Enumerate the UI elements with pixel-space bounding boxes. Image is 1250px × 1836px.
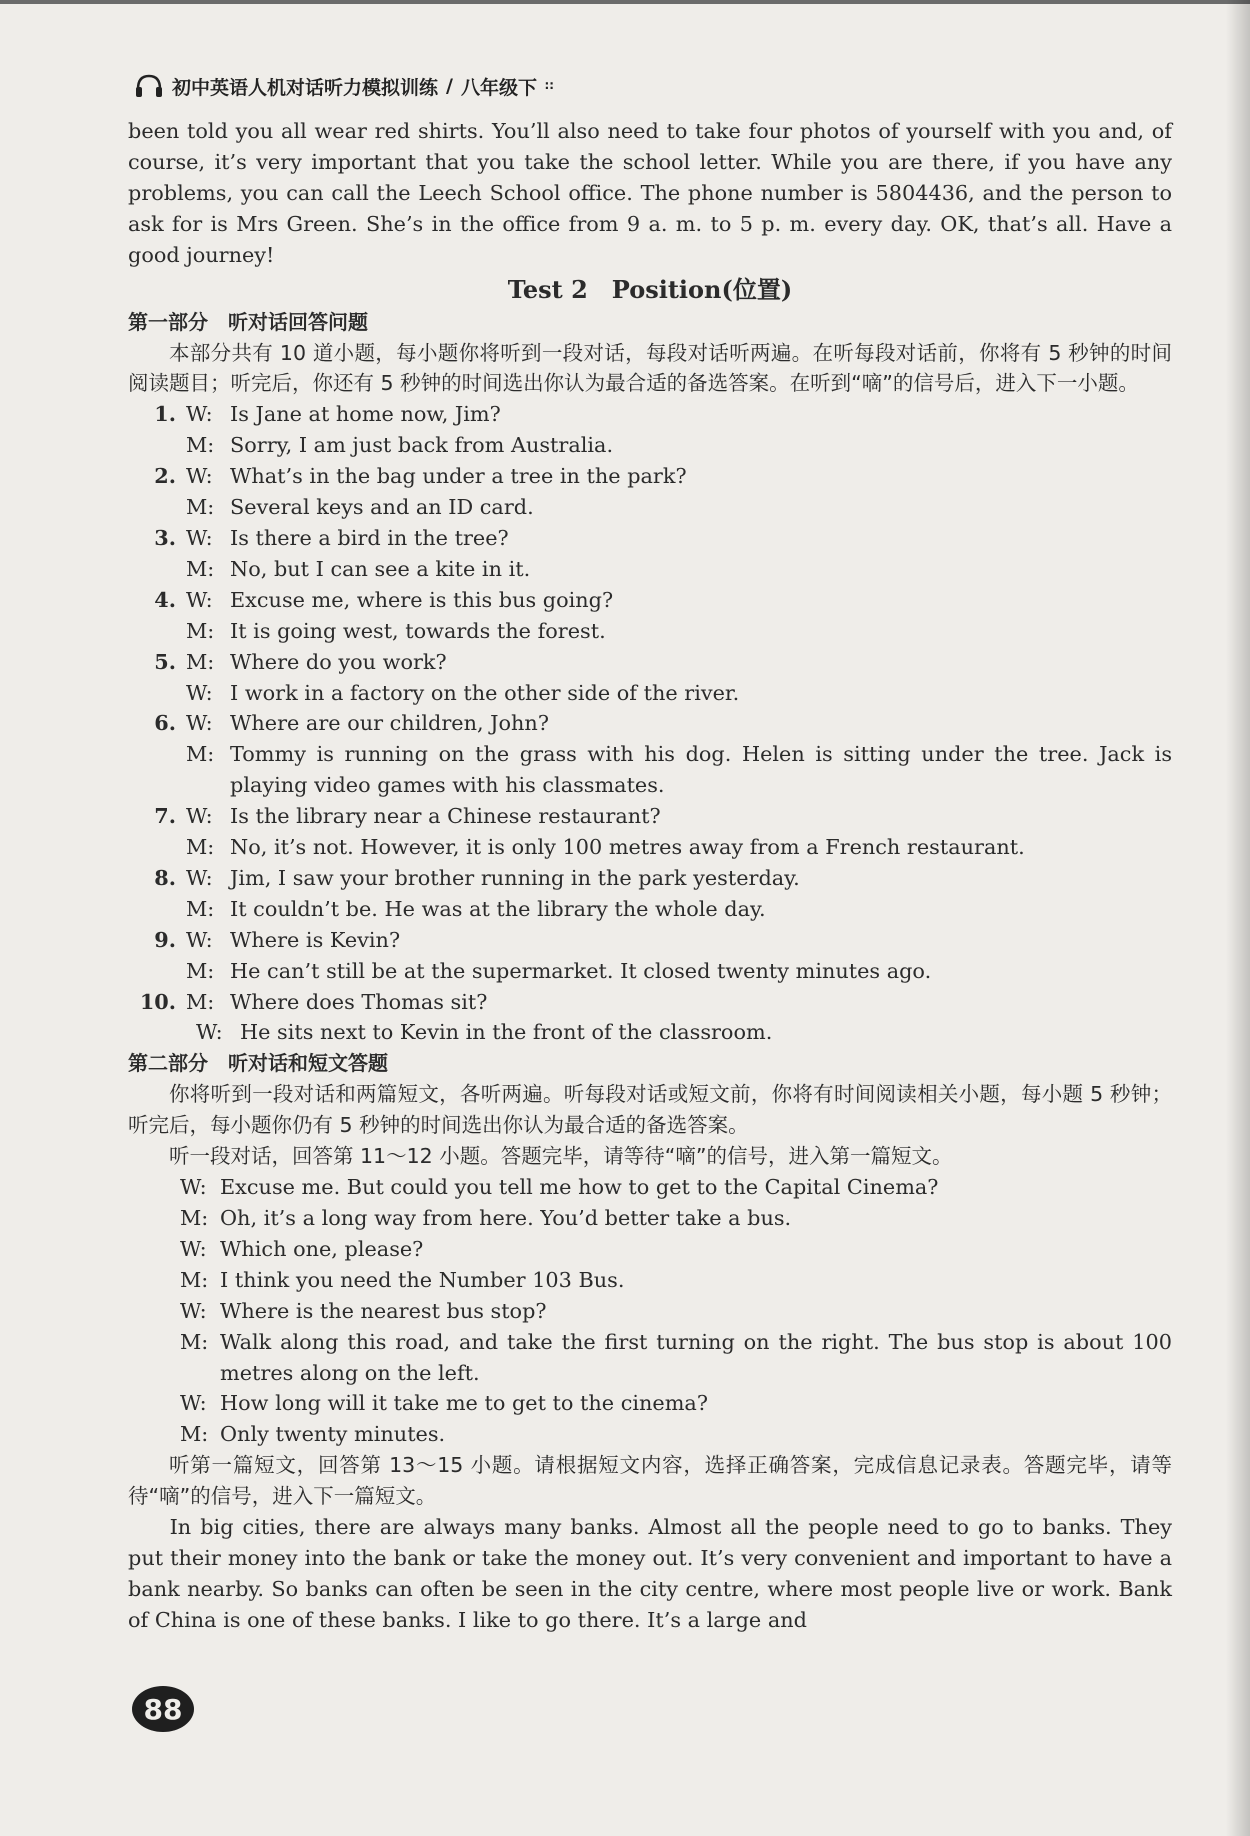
- speaker-line: Several keys and an ID card.: [230, 495, 534, 520]
- question-number-spacer: [128, 430, 186, 461]
- question-number: 2.: [154, 463, 176, 489]
- speaker-line: I work in a factory on the other side of the river.: [230, 680, 740, 705]
- question-line-a: [128, 647, 1172, 678]
- intro-paragraph: been told you all wear red shirts. You’ll also need to take four photos of yourself with you and, of course, it’s very important that you take the school letter. While you are there, if you have any problems, you can call the Leech School office. The phone number is 5804436, and the person to ask for is Mrs Green. She’s in the office from 9 a. m. to 5 p. m. every day. OK, that’s all. Have a good journey!: [128, 119, 1172, 267]
- speaker-label: W:: [186, 927, 213, 952]
- dialogue-text: Walk along this road, and take the first turning on the right. The bus stop is about 100 metres along on the left.: [220, 1329, 1172, 1385]
- question-line-a: [128, 585, 1172, 616]
- dots-ornament-icon: ∷: [544, 79, 555, 93]
- main-content: [128, 116, 1172, 1636]
- question-number: 7.: [154, 803, 176, 829]
- speaker-label: M:: [180, 1267, 209, 1292]
- speaker-label: W:: [180, 1175, 207, 1200]
- speaker-line: No, it’s not. However, it is only 100 metres away from a French restaurant.: [230, 835, 1025, 860]
- speaker-label: W:: [186, 464, 213, 489]
- speaker-label: M:: [186, 556, 215, 581]
- question-line-b: [128, 554, 1172, 585]
- running-header: [134, 70, 554, 102]
- question-item: [128, 647, 1172, 709]
- question-line-a: [128, 461, 1172, 492]
- dialogue-text: Only twenty minutes.: [220, 1422, 446, 1447]
- spine-shadow: [1226, 0, 1250, 1836]
- speaker-label: M:: [186, 958, 215, 983]
- header-slash: /: [446, 75, 453, 97]
- dialogue-line: [128, 1419, 1172, 1450]
- speaker-line: Is Jane at home now, Jim?: [230, 402, 501, 427]
- speaker-label: M:: [186, 835, 215, 860]
- speaker-line: Is there a bird in the tree?: [230, 525, 509, 550]
- speaker-line: Sorry, I am just back from Australia.: [230, 433, 614, 458]
- speaker-label: W:: [186, 525, 213, 550]
- speaker-line: Tommy is running on the grass with his dog. Helen is sitting under the tree. Jack is playing video games with his classmates.: [230, 742, 1172, 798]
- speaker-label: M:: [186, 618, 215, 643]
- speaker-label: M:: [186, 742, 215, 767]
- grade-label: 八年级下: [460, 76, 537, 99]
- speaker-label: W:: [186, 865, 213, 890]
- speaker-label: M:: [180, 1329, 209, 1354]
- question-line-b: [128, 492, 1172, 523]
- part1-heading: 第一部分 听对话回答问题: [128, 309, 368, 334]
- speaker-line: It is going west, towards the forest.: [230, 618, 606, 643]
- question-item: [128, 925, 1172, 987]
- dialogue-line: [128, 1265, 1172, 1296]
- question-item: [128, 399, 1172, 461]
- question-number-spacer: [128, 1017, 196, 1048]
- question-number-spacer: [128, 739, 186, 801]
- question-item: [128, 863, 1172, 925]
- speaker-label: M:: [186, 649, 215, 674]
- speaker-label: W:: [186, 402, 213, 427]
- question-number: 5.: [154, 648, 176, 674]
- passage-note: 听第一篇短文，回答第 13～15 小题。请根据短文内容，选择正确答案，完成信息记录表。答题完毕，请等待“嘀”的信号，进入下一篇短文。: [128, 1453, 1172, 1509]
- dialogue-line: [128, 1327, 1172, 1389]
- speaker-label: W:: [186, 711, 213, 736]
- dialogue-text: How long will it take me to get to the cinema?: [220, 1391, 708, 1416]
- question-item: [128, 585, 1172, 647]
- speaker-label: W:: [180, 1391, 207, 1416]
- speaker-label: M:: [180, 1422, 209, 1447]
- passage-text: In big cities, there are always many banks. Almost all the people need to go to banks. They put their money into the bank or take the money out. It’s very convenient and important to have a bank nearby. So banks can often be seen in the city centre, where most people live or work. Bank of China is one of these banks. I like to go there. It’s a large and: [128, 1515, 1172, 1632]
- question-item: [128, 801, 1172, 863]
- question-line-a: [128, 708, 1172, 739]
- question-item: [128, 708, 1172, 801]
- question-number: 9.: [154, 926, 176, 952]
- question-number: 3.: [154, 524, 176, 550]
- speaker-line: Where are our children, John?: [230, 711, 549, 736]
- page-number: 88: [143, 1692, 183, 1726]
- dialogue-text: Oh, it’s a long way from here. You’d better take a bus.: [220, 1206, 792, 1230]
- speaker-label: M:: [180, 1206, 209, 1230]
- speaker-line: Excuse me, where is this bus going?: [230, 587, 614, 612]
- dialogue-line: [128, 1388, 1172, 1419]
- part1-dialogue-list: [128, 399, 1172, 1048]
- test-title: Test 2 Position(位置): [507, 274, 793, 304]
- speaker-label: W:: [186, 804, 213, 829]
- part1-instructions: 本部分共有 10 道小题，每小题你将听到一段对话，每段对话听两遍。在听每段对话前，你将有 5 秒钟的时间阅读题目；听完后，你还有 5 秒钟的时间选出你认为最合适的备选答案。在听到“嘀”的信号后，进入下一小题。: [128, 340, 1172, 396]
- speaker-line: Where does Thomas sit?: [230, 989, 488, 1014]
- part2-dialogue: [128, 1172, 1172, 1450]
- speaker-line: It couldn’t be. He was at the library the whole day.: [230, 896, 766, 921]
- page-number-badge: [132, 1686, 194, 1732]
- speaker-label: W:: [196, 1020, 223, 1045]
- question-number: 4.: [154, 586, 176, 612]
- dialogue-line: [128, 1234, 1172, 1265]
- question-item: [128, 987, 1172, 1049]
- question-number-spacer: [128, 894, 186, 925]
- speaker-line: Is the library near a Chinese restaurant?: [230, 804, 661, 829]
- speaker-line: Where do you work?: [230, 649, 447, 674]
- speaker-line: Jim, I saw your brother running in the park yesterday.: [230, 865, 800, 890]
- question-item: [128, 461, 1172, 523]
- question-item: [128, 523, 1172, 585]
- question-line-b: [128, 894, 1172, 925]
- speaker-line: He can’t still be at the supermarket. It closed twenty minutes ago.: [230, 958, 932, 983]
- question-number-spacer: [128, 832, 186, 863]
- speaker-label: M:: [186, 433, 215, 458]
- question-line-b: [128, 430, 1172, 461]
- question-line-b: [128, 678, 1172, 709]
- speaker-line: What’s in the bag under a tree in the park?: [230, 464, 687, 489]
- question-line-b: [128, 956, 1172, 987]
- question-number: 6.: [154, 710, 176, 736]
- question-number: 1.: [154, 401, 176, 427]
- speaker-label: W:: [186, 680, 213, 705]
- question-number-spacer: [128, 678, 186, 709]
- headphones-icon: [134, 73, 164, 99]
- part2-instructions: 你将听到一段对话和两篇短文，各听两遍。听每段对话或短文前，你将有时间阅读相关小题，每小题 5 秒钟；听完后，每小题你仍有 5 秒钟的时间选出你认为最合适的备选答案。: [128, 1082, 1172, 1138]
- dialogue-line: [128, 1172, 1172, 1203]
- question-line-b: [128, 1017, 1172, 1048]
- question-line-a: [128, 863, 1172, 894]
- dialogue-text: Which one, please?: [220, 1236, 424, 1261]
- top-rule: [0, 0, 1250, 4]
- question-number: 8.: [154, 864, 176, 890]
- speaker-line: No, but I can see a kite in it.: [230, 556, 531, 581]
- speaker-label: M:: [186, 989, 215, 1014]
- dialogue-text: Where is the nearest bus stop?: [220, 1298, 547, 1323]
- book-title: 初中英语人机对话听力模拟训练: [172, 76, 439, 99]
- question-line-b: [128, 739, 1172, 801]
- dialogue-line: [128, 1296, 1172, 1327]
- speaker-label: W:: [186, 587, 213, 612]
- dialogue-note: 听一段对话，回答第 11～12 小题。答题完毕，请等待“嘀”的信号，进入第一篇短文。: [169, 1144, 953, 1169]
- question-number-spacer: [128, 554, 186, 585]
- question-line-b: [128, 832, 1172, 863]
- question-line-a: [128, 523, 1172, 554]
- part2-heading: 第二部分 听对话和短文答题: [128, 1051, 388, 1076]
- question-line-a: [128, 801, 1172, 832]
- speaker-label: M:: [186, 896, 215, 921]
- question-number-spacer: [128, 492, 186, 523]
- speaker-line: He sits next to Kevin in the front of the classroom.: [240, 1020, 773, 1045]
- speaker-label: M:: [186, 495, 215, 520]
- question-line-a: [128, 399, 1172, 430]
- speaker-line: Where is Kevin?: [230, 927, 401, 952]
- question-line-b: [128, 616, 1172, 647]
- question-line-a: [128, 987, 1172, 1018]
- question-line-a: [128, 925, 1172, 956]
- question-number: 10.: [139, 988, 176, 1014]
- dialogue-text: Excuse me. But could you tell me how to get to the Capital Cinema?: [220, 1175, 939, 1200]
- question-number-spacer: [128, 616, 186, 647]
- dialogue-text: I think you need the Number 103 Bus.: [220, 1267, 625, 1292]
- question-number-spacer: [128, 956, 186, 987]
- dialogue-line: [128, 1203, 1172, 1234]
- speaker-label: W:: [180, 1236, 207, 1261]
- speaker-label: W:: [180, 1298, 207, 1323]
